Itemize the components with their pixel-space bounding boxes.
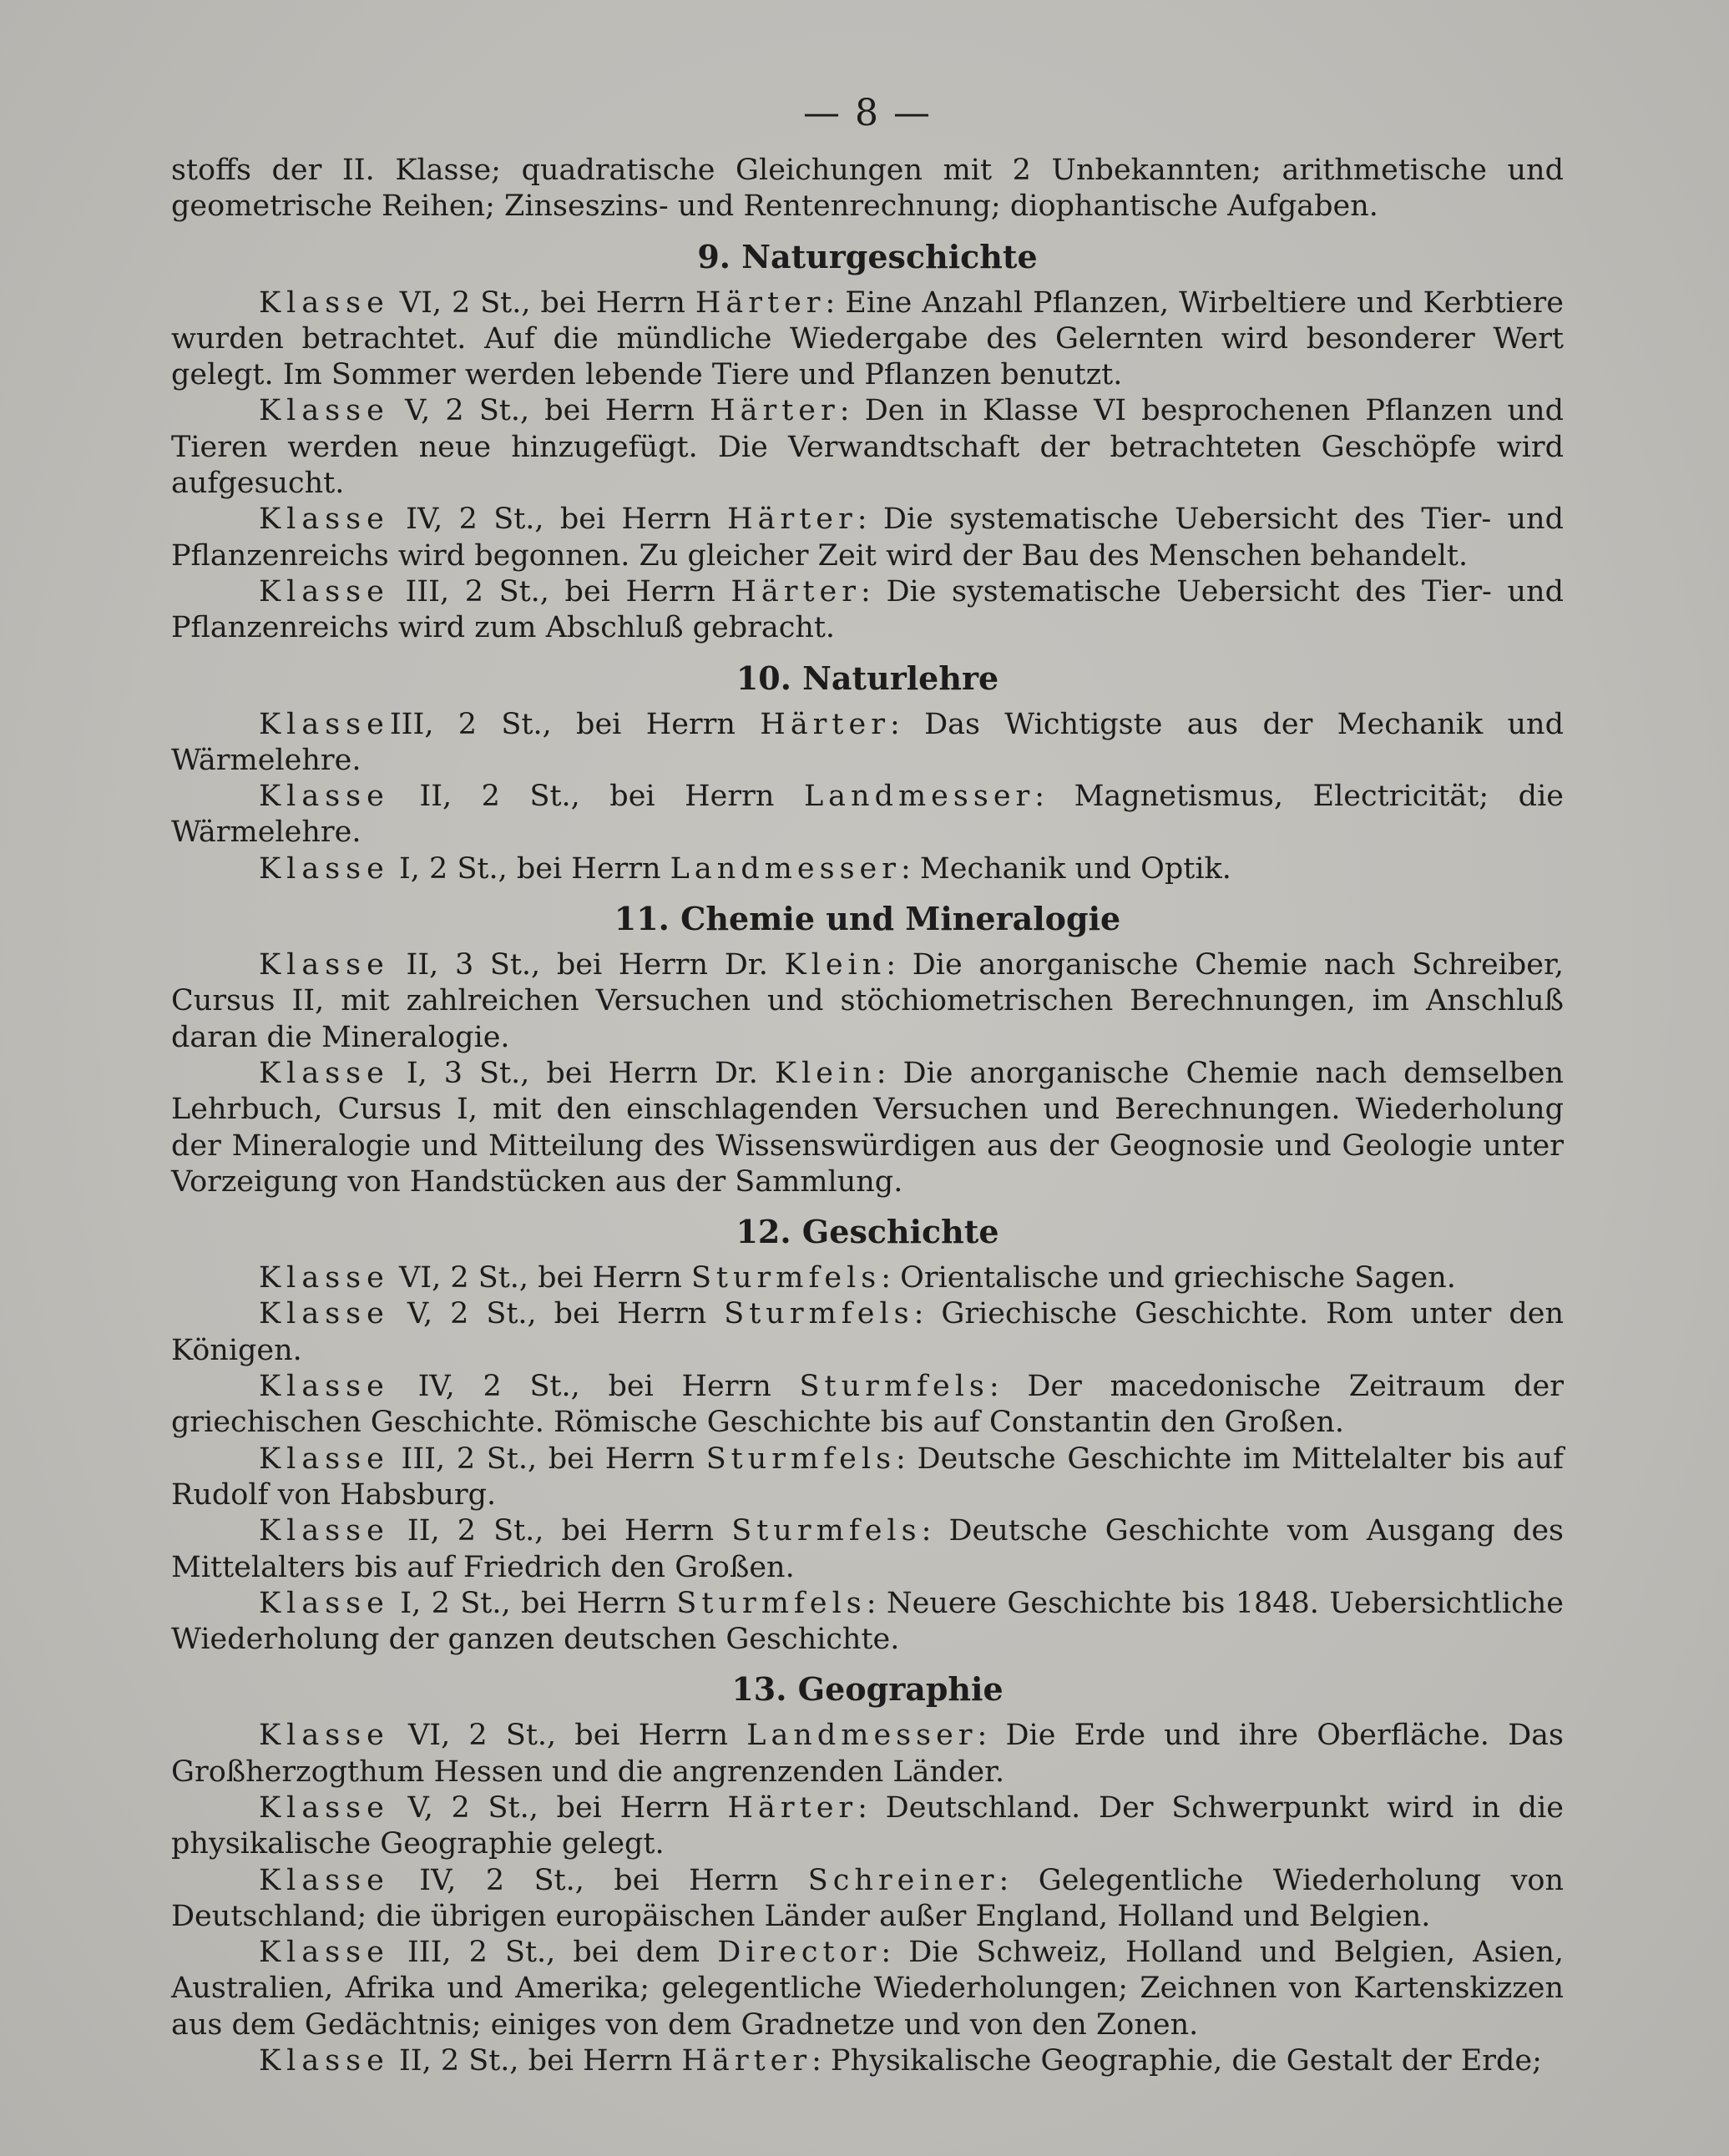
course-paragraph: Klasse II, 2 St., bei Herrn Härter: Physikalische Geographie, die Gestalt der Erde; <box>259 2044 1542 2078</box>
course-paragraph: Klasse V, 2 St., bei Herrn Härter: Deutschland. Der Schwerpunkt wird in die physikalische Geographie gelegt. <box>171 1790 1564 1861</box>
section-naturgeschichte <box>171 239 1564 647</box>
course-paragraph: Klasse V, 2 St., bei Herrn Härter: Den in Klasse VI besprochenen Pflanzen und Tieren werden neue hinzugefügt. Die Verwandtschaft der betrachteten Geschöpfe wird aufgesucht. <box>171 394 1564 501</box>
section-chemie-und-mineralogie <box>171 901 1564 1200</box>
section-naturlehre <box>171 660 1564 887</box>
course-paragraph: Klasse VI, 2 St., bei Herrn Landmesser: Die Erde und ihre Oberfläche. Das Großherzogthum Hessen und die angrenzenden Länder. <box>171 1719 1564 1789</box>
section-title: 11. Chemie und Mineralogie <box>614 900 1121 938</box>
section-title: 12. Geschichte <box>736 1213 999 1251</box>
course-paragraph: Klasse V, 2 St., bei Herrn Sturmfels: Griechische Geschichte. Rom unter den Königen. <box>171 1297 1564 1367</box>
course-paragraph: Klasse I, 2 St., bei Herrn Landmesser: Mechanik und Optik. <box>259 851 1231 886</box>
course-paragraph: Klasse IV, 2 St., bei Herrn Härter: Die systematische Uebersicht des Tier- und Pflanzenreichs wird begonnen. Zu gleicher Zeit wird der Bau des Menschen behandelt. <box>171 502 1564 573</box>
course-paragraph: Klasse II, 2 St., bei Herrn Landmesser: Magnetismus, Electricität; die Wärmelehre. <box>171 780 1564 850</box>
course-paragraph: KlasseIII, 2 St., bei Herrn Härter: Das Wichtigste aus der Mechanik und Wärmelehre. <box>171 707 1565 777</box>
section-title: 9. Naturgeschichte <box>697 237 1038 275</box>
course-paragraph: Klasse III, 2 St., bei Herrn Härter: Die systematische Uebersicht des Tier- und Pflanzenreichs wird zum Abschluß gebracht. <box>171 574 1564 645</box>
page-number: — 8 — <box>803 92 932 134</box>
course-paragraph: Klasse I, 3 St., bei Herrn Dr. Klein: Die anorganische Chemie nach demselben Lehrbuch, Cursus I, mit den einschlagenden Versuchen und Berechnungen. Wiederholung der Mineralogie und Mitteilung des Wissenswürdigen aus der Geognosie und Geologie unter Vorzeigung von Handstücken aus der Sammlung. <box>171 1056 1564 1199</box>
page-content <box>171 92 1564 2079</box>
section-geschichte <box>171 1214 1564 1658</box>
section-geographie <box>171 1671 1564 2079</box>
course-paragraph: Klasse VI, 2 St., bei Herrn Sturmfels: Orientalische und griechische Sagen. <box>259 1261 1456 1295</box>
course-paragraph: Klasse VI, 2 St., bei Herrn Härter: Eine Anzahl Pflanzen, Wirbeltiere und Kerbtiere wurden betrachtet. Auf die mündliche Wiedergabe des Gelernten wird besonderer Wert gelegt. Im Sommer werden lebende Tiere und Pflanzen benutzt. <box>171 285 1565 392</box>
course-paragraph: Klasse I, 2 St., bei Herrn Sturmfels: Neuere Geschichte bis 1848. Uebersichtliche Wiederholung der ganzen deutschen Geschichte. <box>171 1586 1564 1657</box>
section-title: 13. Geographie <box>731 1670 1004 1709</box>
continued-paragraph: stoffs der II. Klasse; quadratische Gleichungen mit 2 Unbekannten; arithmetische und geometrische Reihen; Zinseszins- und Rentenrechnung; diophantische Aufgaben. <box>171 154 1564 224</box>
section-title: 10. Naturlehre <box>736 659 999 697</box>
course-paragraph: Klasse IV, 2 St., bei Herrn Schreiner: Gelegentliche Wiederholung von Deutschland; die übrigen europäischen Länder außer England, Holland und Belgien. <box>171 1863 1564 1933</box>
course-paragraph: Klasse II, 3 St., bei Herrn Dr. Klein: Die anorganische Chemie nach Schreiber, Cursus II, mit zahlreichen Versuchen und stöchiometrischen Berechnungen, im Anschluß daran die Mineralogie. <box>171 948 1564 1054</box>
course-paragraph: Klasse II, 2 St., bei Herrn Sturmfels: Deutsche Geschichte vom Ausgang des Mittelalters bis auf Friedrich den Großen. <box>171 1514 1564 1584</box>
course-paragraph: Klasse III, 2 St., bei dem Director: Die Schweiz, Holland und Belgien, Asien, Australien, Afrika und Amerika; gelegentliche Wiederholungen; Zeichnen von Kartenskizzen aus dem Gedächtnis; einiges von dem Gradnetze und von den Zonen. <box>171 1936 1564 2042</box>
course-paragraph: Klasse III, 2 St., bei Herrn Sturmfels: Deutsche Geschichte im Mittelalter bis auf Rudolf von Habsburg. <box>171 1442 1564 1512</box>
course-paragraph: Klasse IV, 2 St., bei Herrn Sturmfels: Der macedonische Zeitraum der griechischen Geschichte. Römische Geschichte bis auf Constantin den Großen. <box>171 1370 1564 1440</box>
